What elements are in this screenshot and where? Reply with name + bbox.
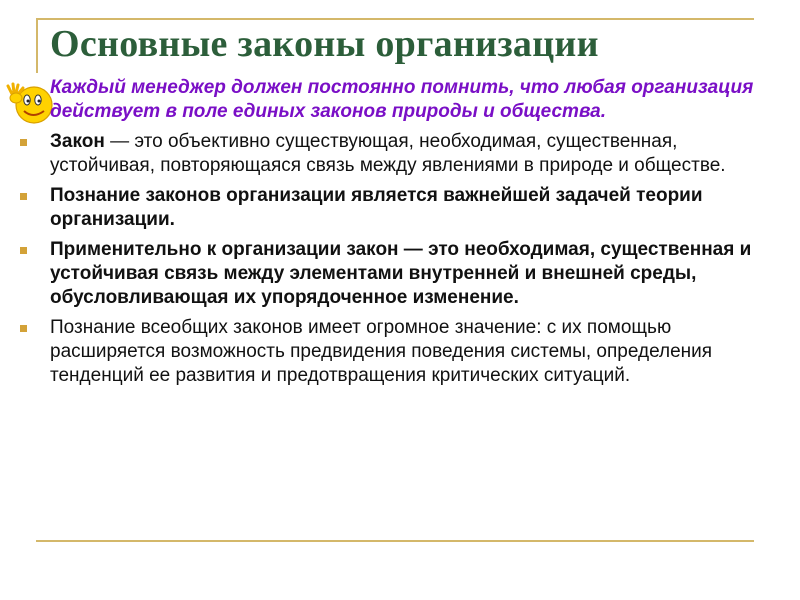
slide-title: Основные законы организации (50, 23, 599, 65)
list-item (20, 184, 780, 232)
square-bullet-icon (20, 139, 27, 146)
bottom-rule (36, 540, 754, 542)
list-item (20, 316, 780, 388)
bullet-text: Применительно к организации закон — это необходимая, существенная и устойчивая связь между элементами внутренней и внешней среды, обусловливающая их упорядоченное изменение. (50, 239, 752, 308)
square-bullet-icon (20, 325, 27, 332)
top-rule (36, 18, 754, 20)
list-item (20, 130, 780, 178)
bullet-text-container (50, 130, 780, 178)
bullet-text: Каждый менеджер должен постоянно помнить, что любая организация действует в поле единых законов природы и общества. (50, 77, 754, 122)
left-rule (36, 18, 38, 73)
list-item (20, 76, 780, 124)
bullet-text: Познание законов организации является важнейшей задачей теории организации. (50, 185, 703, 230)
bullet-term: Закон (50, 131, 105, 152)
bullet-text: — это объективно существующая, необходимая, существенная, устойчивая, повторяющаяся связь между явлениями в природе и обществе. (50, 131, 726, 176)
square-bullet-icon (20, 193, 27, 200)
square-bullet-icon (20, 247, 27, 254)
bullet-text: Познание всеобщих законов имеет огромное значение: с их помощью расширяется возможность предвидения поведения системы, определения тенденций ее развития и предотвращения критических ситуаций. (50, 317, 713, 386)
list-item (20, 238, 780, 310)
bullet-list (20, 76, 780, 388)
